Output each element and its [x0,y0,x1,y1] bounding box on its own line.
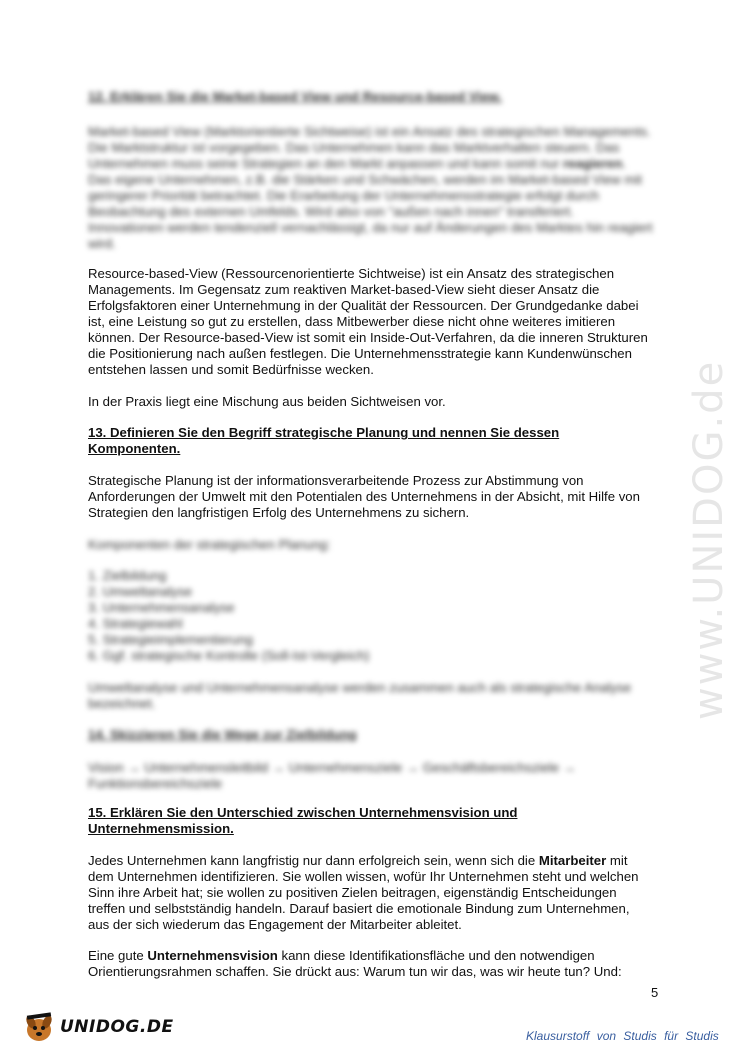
q14-chain: Vision → Unternehmensleitbild → Unternehmensziele → Geschäftsbereichsziele → Funktionsbereichsziele [88,760,576,791]
list-item: 6. Ggf. strategische Kontrolle (Soll-Ist-Vergleich) [88,648,370,663]
footer-logo [22,1010,174,1044]
q12-mbv-bold: reagieren [563,156,623,171]
q13-components-list [88,568,653,664]
q13-components-intro: Komponenten der strategischen Planung: [88,537,331,552]
list-item: 3. Unternehmensanalyse [88,600,235,615]
q15-p2-text-a: Eine gute [88,948,148,963]
q15-p1-text-a: Jedes Unternehmen kann langfristig nur dann erfolgreich sein, wenn sich die [88,853,539,868]
q12-mbv-text-1: Market-based View (Marktorientierte Sichtweise) ist ein Ansatz des strategischen Managements. Die Marktstruktur ist vorgegeben. Das Unternehmen kann das Marktverhalten steuern. Das Unternehmen muss seine Strategien an den Markt anpassen und kann somit nur [88,124,651,171]
q12-praxis: In der Praxis liegt eine Mischung aus beiden Sichtweisen vor. [88,394,446,409]
q12-rbv-paragraph: Resource-based-View (Ressourcenorientierte Sichtweise) ist ein Ansatz des strategischen Managements. Im Gegensatz zum reaktiven Market-based-View sieht dieser Ansatz die Erfolgsfaktoren einer Unternehmung in der Qualität der Ressourcen. Der Grundgedanke dabei ist, eine Leistung so gut zu erstellen, dass Mitbewerber diese nicht ohne weiteres imitieren können. Der Resource-based-View ist somit ein Inside-Out-Verfahren, da die inneren Strukturen die Positionierung nach außen festlegen. Die Unternehmensstrategie kann Kundenwünschen entstehen lassen und somit Bedürfnisse wecken. [88,266,648,377]
q15-heading: 15. Erklären Sie den Unterschied zwischen Unternehmensvision und Unternehmensmission. [88,805,518,836]
q15-p2-text-b: kann diese Identifikationsfläche und den notwendigen Orientierungsrahmen schaffen. Sie drückt aus: Warum tun wir das, was wir heute tun? Und: [88,948,622,979]
list-item: 1. Zielbildung [88,568,167,583]
q15-p2-bold: Unternehmensvision [147,948,278,963]
list-item: 2. Umweltanalyse [88,584,193,599]
watermark-text: www.UNIDOG.de [686,359,732,720]
q14-heading: 14. Skizzieren Sie die Wege zur Zielbildung [88,727,357,742]
footer-tagline: Klausurstoff von Studis für Studis [526,1029,719,1043]
q15-p1-text-b: mit dem Unternehmen identifizieren. Sie wollen wissen, wofür Ihr Unternehmen steht und welchen Sinn ihre Arbeit hat; sie wollen zu positiven Zielen beitragen, eigenständig Entscheidungen treffen und selbstständig handeln. Darauf basiert die emotionale Bindung zum Unternehmen, aus der sich wiederum das Engagement der Mitarbeiter ableitet. [88,853,639,932]
list-item: 4. Strategiewahl [88,616,183,631]
q12-mbv-text-2: . Das eigene Unternehmen, z.B. die Stärken und Schwächen, werden im Market-based View mit geringerer Priorität betrachtet. Die Erarbeitung der Unternehmensstrategie erfolgt durch Beobachtung des externen Umfelds. Wird also von "außen nach innen" transferiert. Innovationen werden tendenziell vernachlässigt, da nur auf Änderungen des Marktes hin reagiert wird. [88,156,653,251]
q15-paragraph-2 [88,948,653,980]
q13-note: Umweltanalyse und Unternehmensanalyse werden zusammen auch als strategische Analyse bezeichnet. [88,680,632,711]
q15-paragraph-1 [88,853,653,933]
q13-definition: Strategische Planung ist der informationsverarbeitende Prozess zur Abstimmung von Anforderungen der Umwelt mit den Potentialen des Unternehmens in der Absicht, mit Hilfe von Strategien den langfristigen Erfolg des Unternehmens zu sichern. [88,473,640,520]
dog-mascot-icon [22,1010,56,1044]
q12-heading: 12. Erklären Sie die Market-based View und Resource-based View. [88,89,502,104]
list-item: 5. Strategieimplementierung [88,632,253,647]
q13-heading: 13. Definieren Sie den Begriff strategische Planung und nennen Sie dessen Komponenten. [88,425,560,456]
q15-p1-bold: Mitarbeiter [538,853,607,868]
page-number: 5 [651,985,659,1000]
logo-text: UNIDOG.DE [60,1017,174,1037]
watermark [650,270,750,730]
q12-mbv-paragraph [88,124,653,252]
